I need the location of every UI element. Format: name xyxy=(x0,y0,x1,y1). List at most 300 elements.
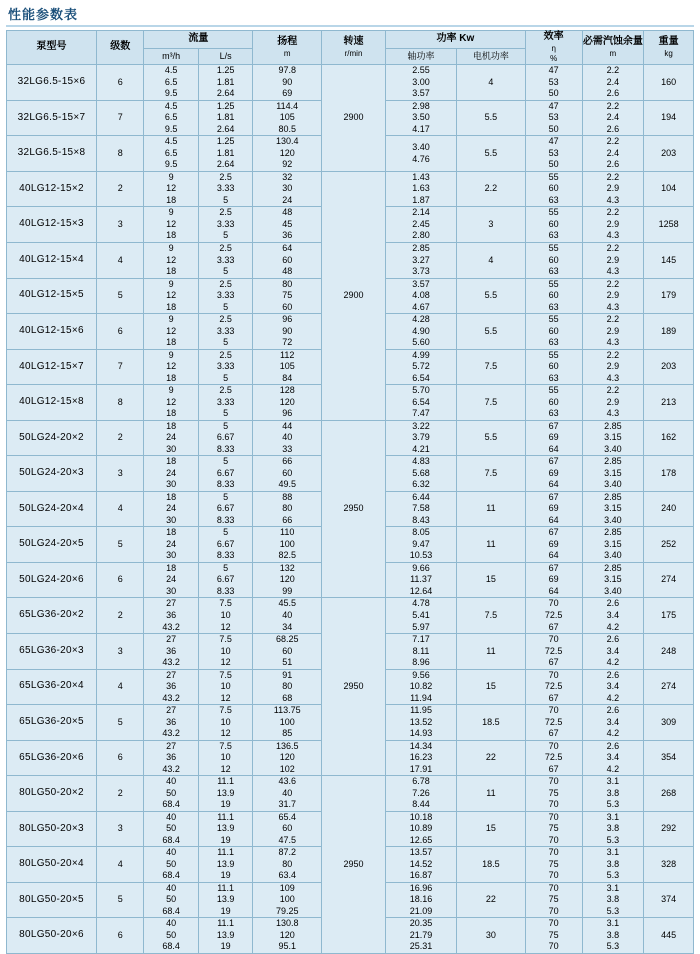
value-line: 87.2 xyxy=(278,847,296,858)
cell-weight: 445 xyxy=(644,918,694,954)
cell-shaft-power xyxy=(386,705,457,741)
value-line: 72.5 xyxy=(544,716,563,727)
value-line: 8.43 xyxy=(412,514,430,525)
value-line: 4.83 xyxy=(412,456,430,467)
value-line: 67 xyxy=(548,527,559,538)
value-line: 13.9 xyxy=(216,894,235,905)
value-line: 8.33 xyxy=(216,585,235,596)
value-line: 2.9 xyxy=(606,254,620,265)
value-line: 1.87 xyxy=(412,194,430,205)
value-line: 36 xyxy=(166,681,177,692)
cell-shaft-power xyxy=(386,207,457,243)
value-line: 11.1 xyxy=(217,776,235,787)
cell-flow-ls xyxy=(198,65,252,101)
value-line: 2.6 xyxy=(606,123,620,134)
value-line: 40 xyxy=(166,918,177,929)
value-line: 30 xyxy=(166,550,177,561)
value-line: 3.1 xyxy=(606,847,620,858)
value-line: 55 xyxy=(548,349,559,360)
value-line: 2.64 xyxy=(216,88,235,99)
value-line: 3.22 xyxy=(412,420,430,431)
cell-npsh xyxy=(582,243,644,279)
cell-motor-power xyxy=(457,385,526,421)
value-line: 2.85 xyxy=(604,527,622,538)
value-line: 2.2 xyxy=(606,65,620,76)
value-line: 8.33 xyxy=(216,514,235,525)
cell-flow-m3h xyxy=(144,456,198,492)
value-line: 3.8 xyxy=(606,894,620,905)
cell-flow-m3h xyxy=(144,65,198,101)
value-line: 70 xyxy=(548,870,559,881)
value-line: 3.8 xyxy=(606,823,620,834)
value-line: 13.9 xyxy=(216,823,235,834)
cell-stages: 6 xyxy=(97,562,144,598)
value-line: 19 xyxy=(220,870,231,881)
value-line: 12.65 xyxy=(409,834,433,845)
cell-motor-power xyxy=(457,491,526,527)
value-line: 51 xyxy=(282,657,293,668)
value-line: 3.40 xyxy=(604,585,622,596)
value-line: 4.99 xyxy=(412,349,430,360)
value-line: 5.3 xyxy=(606,834,620,845)
value-line: 4.3 xyxy=(606,337,620,348)
value-line: 70 xyxy=(548,799,559,810)
value-line: 5 xyxy=(223,194,229,205)
value-line: 5.5 xyxy=(484,147,498,158)
value-line: 105 xyxy=(279,112,295,123)
value-line: 10 xyxy=(220,752,231,763)
cell-model: 50LG24-20×6 xyxy=(7,562,97,598)
value-line: 3.40 xyxy=(604,550,622,561)
value-line: 4.3 xyxy=(606,301,620,312)
value-line: 102 xyxy=(279,763,295,774)
cell-efficiency xyxy=(525,527,582,563)
cell-weight: 252 xyxy=(644,527,694,563)
value-line: 11.94 xyxy=(410,692,432,703)
cell-npsh xyxy=(582,420,644,456)
cell-flow-m3h xyxy=(144,171,198,207)
value-line: 72.5 xyxy=(544,681,563,692)
cell-head xyxy=(253,598,322,634)
cell-flow-ls xyxy=(198,456,252,492)
value-line: 14.93 xyxy=(409,728,433,739)
value-line: 5.3 xyxy=(606,941,620,952)
value-line: 75 xyxy=(548,858,559,869)
cell-motor-power xyxy=(457,882,526,918)
value-line: 2.2 xyxy=(606,100,620,111)
value-line: 3.33 xyxy=(216,254,235,265)
cell-efficiency xyxy=(525,598,582,634)
cell-shaft-power xyxy=(386,776,457,812)
value-line: 60 xyxy=(548,254,559,265)
value-line: 5.3 xyxy=(606,799,620,810)
value-line: 18 xyxy=(166,491,177,502)
value-line: 3.33 xyxy=(216,218,235,229)
cell-npsh xyxy=(582,100,644,136)
value-line: 5.5 xyxy=(484,325,498,336)
value-line: 4.3 xyxy=(606,194,620,205)
cell-motor-power xyxy=(457,420,526,456)
value-line: 16.96 xyxy=(409,882,433,893)
value-line: 40 xyxy=(166,811,177,822)
value-line: 4.2 xyxy=(606,763,620,774)
value-line: 2.4 xyxy=(606,112,620,123)
cell-npsh xyxy=(582,882,644,918)
cell-flow-m3h xyxy=(144,491,198,527)
cell-model: 32LG6.5-15×7 xyxy=(7,100,97,136)
value-line: 95.1 xyxy=(278,941,296,952)
cell-weight: 309 xyxy=(644,705,694,741)
cell-shaft-power xyxy=(386,349,457,385)
value-line: 18 xyxy=(166,527,177,538)
value-line: 2.45 xyxy=(412,218,430,229)
value-line: 6.54 xyxy=(412,372,430,383)
value-line: 64 xyxy=(548,514,559,525)
cell-shaft-power xyxy=(386,634,457,670)
header-efficiency xyxy=(525,31,582,65)
value-line: 69 xyxy=(548,432,559,443)
value-line: 60 xyxy=(548,396,559,407)
value-line: 6.5 xyxy=(164,147,178,158)
value-line: 70 xyxy=(548,941,559,952)
cell-efficiency xyxy=(525,385,582,421)
cell-flow-ls xyxy=(198,491,252,527)
value-line: 22 xyxy=(485,894,496,905)
value-line: 63 xyxy=(548,266,559,277)
value-line: 49.5 xyxy=(278,479,296,490)
value-line: 4 xyxy=(488,76,494,87)
value-line: 5 xyxy=(223,527,229,538)
value-line: 53 xyxy=(548,112,559,123)
value-line: 5.5 xyxy=(484,432,498,443)
value-line: 2.6 xyxy=(606,159,620,170)
value-line: 12 xyxy=(220,728,231,739)
cell-flow-ls xyxy=(198,811,252,847)
value-line: 4.5 xyxy=(164,65,178,76)
cell-npsh xyxy=(582,634,644,670)
value-line: 3.15 xyxy=(604,503,622,514)
value-line: 65.4 xyxy=(278,811,296,822)
header-power: 功率 Kw xyxy=(386,31,526,49)
value-line: 11.37 xyxy=(410,574,432,585)
value-line: 91 xyxy=(282,669,293,680)
title-divider xyxy=(6,25,694,27)
cell-flow-m3h xyxy=(144,349,198,385)
cell-stages: 5 xyxy=(97,705,144,741)
value-line: 19 xyxy=(220,834,231,845)
cell-model: 40LG12-15×6 xyxy=(7,314,97,350)
value-line: 8.33 xyxy=(216,443,235,454)
value-line: 40 xyxy=(166,776,177,787)
value-line: 79.25 xyxy=(275,905,299,916)
value-line: 43.6 xyxy=(278,776,296,787)
value-line: 68.4 xyxy=(162,799,180,810)
value-line: 14.52 xyxy=(409,858,433,869)
cell-head xyxy=(253,669,322,705)
value-line: 18 xyxy=(166,562,177,573)
cell-efficiency xyxy=(525,349,582,385)
cell-shaft-power xyxy=(386,278,457,314)
value-line: 12 xyxy=(220,657,231,668)
value-line: 43.2 xyxy=(162,763,180,774)
cell-npsh xyxy=(582,349,644,385)
value-line: 2.64 xyxy=(216,159,235,170)
value-line: 105 xyxy=(279,361,295,372)
value-line: 47 xyxy=(548,100,559,111)
value-line: 32 xyxy=(282,171,293,182)
cell-efficiency xyxy=(525,65,582,101)
cell-flow-m3h xyxy=(144,882,198,918)
cell-shaft-power xyxy=(386,811,457,847)
cell-flow-m3h xyxy=(144,598,198,634)
value-line: 4.67 xyxy=(412,301,430,312)
value-line: 68.4 xyxy=(162,941,180,952)
value-line: 55 xyxy=(548,243,559,253)
value-line: 85 xyxy=(282,728,293,739)
value-line: 2.2 xyxy=(606,385,620,396)
cell-model: 65LG36-20×5 xyxy=(7,705,97,741)
value-line: 3.15 xyxy=(604,538,622,549)
cell-model: 80LG50-20×2 xyxy=(7,776,97,812)
value-line: 7.5 xyxy=(484,467,498,478)
header-npsh-label: 必需汽蚀余量 xyxy=(582,36,643,48)
cell-stages: 4 xyxy=(97,491,144,527)
cell-model: 80LG50-20×5 xyxy=(7,882,97,918)
value-line: 30 xyxy=(282,183,293,194)
value-line: 5.5 xyxy=(484,112,498,123)
value-line: 13.52 xyxy=(409,716,433,727)
header-speed-unit: r/min xyxy=(344,48,363,58)
value-line: 7.5 xyxy=(219,634,232,645)
cell-stages: 2 xyxy=(97,598,144,634)
cell-model: 32LG6.5-15×6 xyxy=(7,65,97,101)
value-line: 3.15 xyxy=(604,432,622,443)
value-line: 24 xyxy=(166,574,177,585)
value-line: 70 xyxy=(548,882,559,893)
value-line: 3.57 xyxy=(412,278,430,289)
value-line: 80 xyxy=(282,503,293,514)
value-line: 40 xyxy=(166,847,177,858)
value-line: 1.81 xyxy=(216,147,235,158)
cell-npsh xyxy=(582,456,644,492)
value-line: 12 xyxy=(220,763,231,774)
table-row xyxy=(7,420,694,456)
value-line: 2.5 xyxy=(219,349,232,360)
value-line: 3.4 xyxy=(606,609,620,620)
value-line: 60 xyxy=(282,301,293,312)
value-line: 3.33 xyxy=(216,396,235,407)
value-line: 60 xyxy=(282,645,293,656)
cell-npsh xyxy=(582,314,644,350)
value-line: 4.2 xyxy=(606,728,620,739)
cell-motor-power xyxy=(457,527,526,563)
cell-weight: 328 xyxy=(644,847,694,883)
value-line: 4.78 xyxy=(412,598,430,609)
value-line: 40 xyxy=(282,787,293,798)
value-line: 21.79 xyxy=(409,929,433,940)
value-line: 3.40 xyxy=(604,479,622,490)
value-line: 53 xyxy=(548,147,559,158)
cell-stages: 3 xyxy=(97,207,144,243)
value-line: 9.5 xyxy=(164,159,178,170)
cell-stages: 3 xyxy=(97,456,144,492)
header-flow-ls: L/s xyxy=(198,48,252,64)
header-weight xyxy=(644,31,694,65)
cell-shaft-power xyxy=(386,65,457,101)
cell-head xyxy=(253,705,322,741)
value-line: 3.8 xyxy=(606,787,620,798)
value-line: 15 xyxy=(485,574,496,585)
value-line: 50 xyxy=(166,929,177,940)
value-line: 4.3 xyxy=(606,230,620,241)
cell-stages: 4 xyxy=(97,847,144,883)
value-line: 2.85 xyxy=(412,243,430,253)
value-line: 9 xyxy=(168,278,174,289)
value-line: 9.47 xyxy=(412,538,430,549)
value-line: 10.18 xyxy=(409,811,433,822)
cell-flow-ls xyxy=(198,918,252,954)
value-line: 109 xyxy=(279,882,295,893)
value-line: 6.67 xyxy=(216,538,235,549)
cell-shaft-power xyxy=(386,598,457,634)
value-line: 16.23 xyxy=(409,752,433,763)
value-line: 7.5 xyxy=(219,669,232,680)
cell-flow-ls xyxy=(198,740,252,776)
value-line: 18 xyxy=(166,337,177,348)
value-line: 2.14 xyxy=(412,207,430,218)
value-line: 67 xyxy=(548,420,559,431)
cell-flow-ls xyxy=(198,882,252,918)
value-line: 18.16 xyxy=(409,894,433,905)
value-line: 3.33 xyxy=(216,361,235,372)
cell-motor-power xyxy=(457,349,526,385)
cell-motor-power xyxy=(457,634,526,670)
value-line: 21.09 xyxy=(409,905,433,916)
cell-efficiency xyxy=(525,243,582,279)
value-line: 5.3 xyxy=(606,870,620,881)
header-head-label: 扬程 xyxy=(277,36,298,48)
cell-weight: 203 xyxy=(644,349,694,385)
cell-head xyxy=(253,65,322,101)
cell-speed: 2900 xyxy=(322,171,386,420)
cell-head xyxy=(253,243,322,279)
value-line: 64 xyxy=(282,243,293,253)
cell-motor-power xyxy=(457,65,526,101)
value-line: 80 xyxy=(282,681,293,692)
cell-npsh xyxy=(582,811,644,847)
value-line: 64 xyxy=(548,550,559,561)
cell-npsh xyxy=(582,562,644,598)
value-line: 60 xyxy=(548,290,559,301)
header-efficiency-unit: % xyxy=(550,54,558,64)
cell-flow-ls xyxy=(198,207,252,243)
header-head-unit: m xyxy=(283,48,291,58)
value-line: 8.33 xyxy=(216,479,235,490)
cell-flow-m3h xyxy=(144,776,198,812)
value-line: 40 xyxy=(282,609,293,620)
cell-efficiency xyxy=(525,207,582,243)
value-line: 27 xyxy=(166,669,177,680)
value-line: 50 xyxy=(166,858,177,869)
value-line: 50 xyxy=(166,894,177,905)
value-line: 44 xyxy=(282,420,293,431)
value-line: 30 xyxy=(166,443,177,454)
cell-motor-power xyxy=(457,100,526,136)
cell-motor-power xyxy=(457,562,526,598)
cell-shaft-power xyxy=(386,243,457,279)
cell-stages: 7 xyxy=(97,100,144,136)
cell-flow-m3h xyxy=(144,207,198,243)
value-line: 9 xyxy=(168,171,174,182)
value-line: 3.00 xyxy=(412,76,430,87)
value-line: 90 xyxy=(282,325,293,336)
cell-motor-power xyxy=(457,598,526,634)
cell-flow-m3h xyxy=(144,705,198,741)
value-line: 120 xyxy=(279,147,295,158)
value-line: 99 xyxy=(282,585,293,596)
cell-npsh xyxy=(582,918,644,954)
cell-npsh xyxy=(582,776,644,812)
value-line: 5 xyxy=(223,491,229,502)
value-line: 69 xyxy=(282,88,293,99)
value-line: 69 xyxy=(548,538,559,549)
value-line: 7.5 xyxy=(219,598,232,609)
value-line: 30 xyxy=(166,514,177,525)
cell-stages: 6 xyxy=(97,740,144,776)
value-line: 40 xyxy=(166,882,177,893)
cell-weight: 175 xyxy=(644,598,694,634)
value-line: 69 xyxy=(548,574,559,585)
value-line: 6.67 xyxy=(216,574,235,585)
table-row xyxy=(7,171,694,207)
value-line: 2.2 xyxy=(484,183,498,194)
value-line: 68 xyxy=(282,692,293,703)
value-line: 55 xyxy=(548,385,559,396)
value-line: 27 xyxy=(166,634,177,645)
value-line: 55 xyxy=(548,278,559,289)
value-line: 3.1 xyxy=(606,918,620,929)
value-line: 13.9 xyxy=(216,929,235,940)
value-line: 19 xyxy=(220,905,231,916)
value-line: 36 xyxy=(282,230,293,241)
value-line: 66 xyxy=(282,456,293,467)
value-line: 113.75 xyxy=(273,705,301,716)
cell-weight: 160 xyxy=(644,65,694,101)
value-line: 70 xyxy=(548,905,559,916)
value-line: 75 xyxy=(548,929,559,940)
cell-weight: 179 xyxy=(644,278,694,314)
cell-motor-power xyxy=(457,207,526,243)
value-line: 6.32 xyxy=(412,479,430,490)
value-line: 11.95 xyxy=(410,705,432,716)
performance-parameter-table xyxy=(6,30,694,954)
value-line: 114.4 xyxy=(276,100,299,111)
cell-efficiency xyxy=(525,136,582,172)
value-line: 12 xyxy=(166,290,177,301)
cell-weight: 194 xyxy=(644,100,694,136)
value-line: 13.57 xyxy=(409,847,433,858)
header-row-1 xyxy=(7,31,694,49)
cell-shaft-power xyxy=(386,847,457,883)
value-line: 4.90 xyxy=(412,325,430,336)
value-line: 24 xyxy=(166,503,177,514)
value-line: 97.8 xyxy=(278,65,296,76)
value-line: 12 xyxy=(166,183,177,194)
value-line: 2.5 xyxy=(219,314,232,325)
value-line: 11.1 xyxy=(217,882,235,893)
cell-npsh xyxy=(582,847,644,883)
value-line: 4.2 xyxy=(606,657,620,668)
